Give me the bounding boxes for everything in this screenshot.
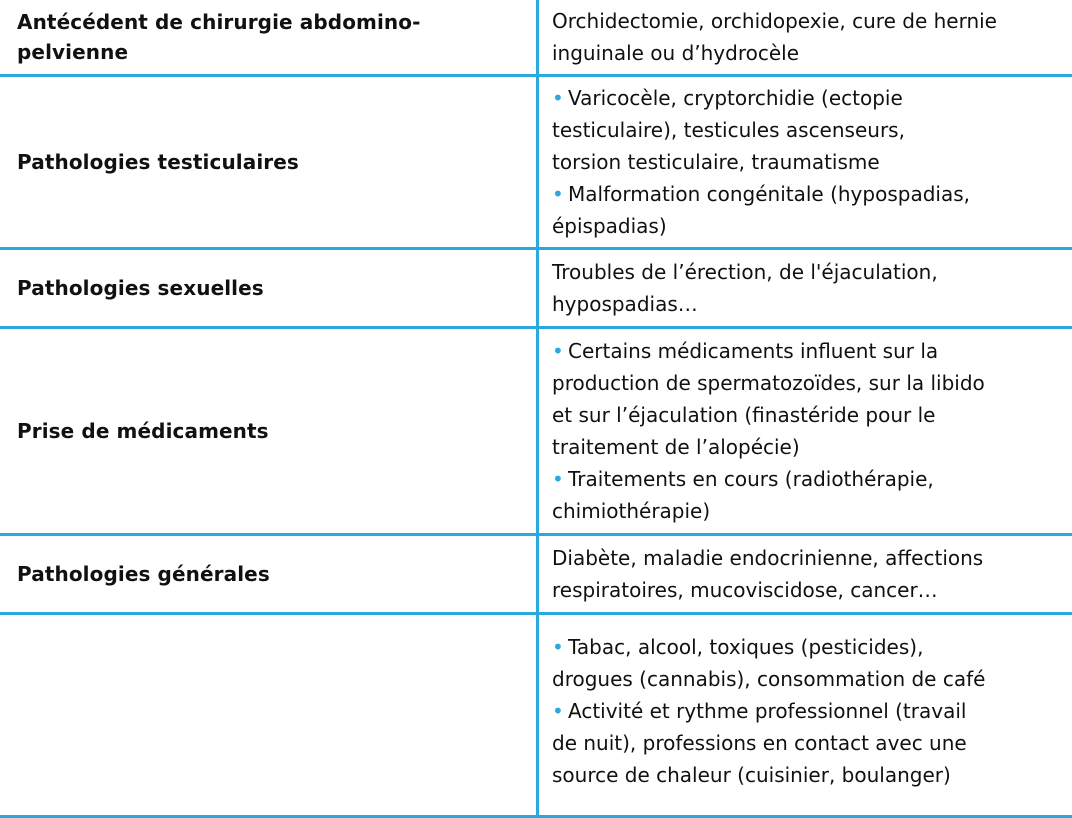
row-value-line: respiratoires, mucoviscidose, cancer… <box>552 574 1060 606</box>
row-value <box>539 3 1072 71</box>
row-value-line: torsion testiculaire, traumatisme <box>552 146 1060 178</box>
row-value-line: et sur l’éjaculation (finastéride pour le <box>552 399 1060 431</box>
row-value <box>539 540 1072 608</box>
row-value-line: • Activité et rythme professionnel (travail <box>552 695 1060 727</box>
bullet-icon: • <box>552 335 568 367</box>
row-value-line: source de chaleur (cuisinier, boulanger) <box>552 759 1060 791</box>
row-value-line: drogues (cannabis), consommation de café <box>552 663 1060 695</box>
row-value-line: Orchidectomie, orchidopexie, cure de hernie <box>552 5 1060 37</box>
row-value-line: • Certains médicaments influent sur la <box>552 335 1060 367</box>
row-value-line: Troubles de l’érection, de l'éjaculation, <box>552 256 1060 288</box>
bullet-icon: • <box>552 463 568 495</box>
table-row <box>0 535 1072 614</box>
row-value-line: Diabète, maladie endocrinienne, affections <box>552 542 1060 574</box>
row-value-line: • Traitements en cours (radiothérapie, <box>552 463 1060 495</box>
row-label <box>0 416 536 446</box>
row-label-cell <box>0 614 538 817</box>
bullet-icon: • <box>552 178 568 210</box>
row-label-line: Prise de médicaments <box>17 416 520 446</box>
row-label-cell <box>0 76 538 249</box>
row-label-line: pelvienne <box>17 37 520 67</box>
row-value-line: chimiothérapie) <box>552 495 1060 527</box>
table-row <box>0 0 1072 76</box>
row-value-cell <box>538 76 1072 249</box>
row-value-line: de nuit), professions en contact avec une <box>552 727 1060 759</box>
row-value-cell <box>538 328 1072 535</box>
table-row <box>0 76 1072 249</box>
row-value-line: épispadias) <box>552 210 1060 242</box>
row-label-cell <box>0 535 538 614</box>
bullet-icon: • <box>552 695 568 727</box>
bullet-icon: • <box>552 631 568 663</box>
row-label-line: Pathologies générales <box>17 559 520 589</box>
table-row <box>0 614 1072 817</box>
row-value-cell <box>538 249 1072 328</box>
row-label-cell <box>0 249 538 328</box>
bullet-icon: • <box>552 82 568 114</box>
row-label-line: Pathologies testiculaires <box>17 147 520 177</box>
row-value-line: traitement de l’alopécie) <box>552 431 1060 463</box>
row-label <box>0 273 536 303</box>
row-value-line: testiculaire), testicules ascenseurs, <box>552 114 1060 146</box>
table-row <box>0 328 1072 535</box>
row-value-line: • Varicocèle, cryptorchidie (ectopie <box>552 82 1060 114</box>
row-value <box>539 615 1072 793</box>
row-value <box>539 333 1072 529</box>
row-value-line: production de spermatozoïdes, sur la libido <box>552 367 1060 399</box>
row-value-line: • Malformation congénitale (hypospadias, <box>552 178 1060 210</box>
row-label <box>0 147 536 177</box>
row-value-line: inguinale ou d’hydrocèle <box>552 37 1060 69</box>
row-label-line: Pathologies sexuelles <box>17 273 520 303</box>
row-value-line: hypospadias… <box>552 288 1060 320</box>
row-value <box>539 80 1072 244</box>
row-label-line: Antécédent de chirurgie abdomino- <box>17 7 520 37</box>
row-value <box>539 254 1072 322</box>
row-value-cell <box>538 0 1072 76</box>
row-value-cell <box>538 614 1072 817</box>
table-row <box>0 249 1072 328</box>
row-label <box>0 7 536 67</box>
row-value-line: • Tabac, alcool, toxiques (pesticides), <box>552 631 1060 663</box>
row-label-cell <box>0 328 538 535</box>
row-label-cell <box>0 0 538 76</box>
row-label <box>0 559 536 589</box>
row-value-cell <box>538 535 1072 614</box>
